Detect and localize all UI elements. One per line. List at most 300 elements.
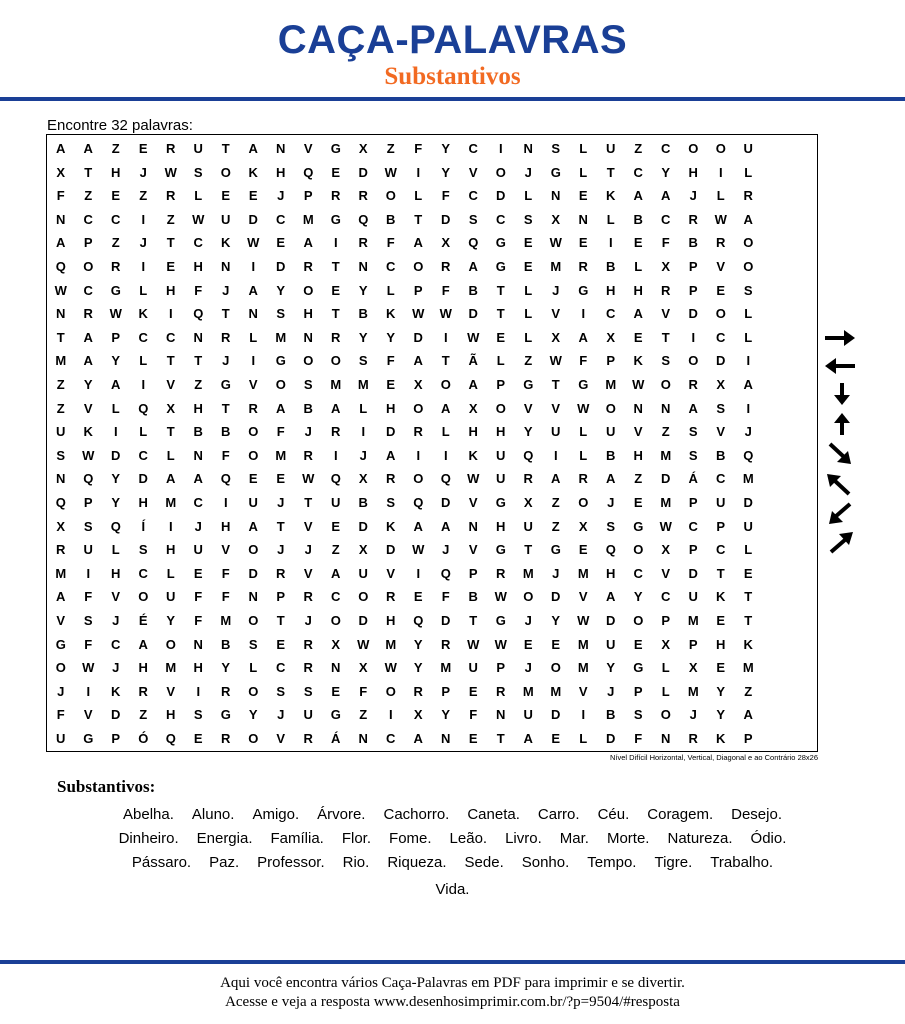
grid-cell: J xyxy=(277,495,285,510)
grid-cell: J xyxy=(607,683,615,699)
grid-cell: A xyxy=(688,400,698,416)
arrow-right-icon xyxy=(822,326,858,350)
grid-cell: F xyxy=(386,353,395,369)
grid-cell: A xyxy=(193,471,203,487)
grid-cell: U xyxy=(56,424,66,440)
grid-cell: S xyxy=(303,683,313,699)
grid-cell: G xyxy=(495,235,506,251)
grid-cell: E xyxy=(633,636,643,652)
grid-cell: O xyxy=(743,259,754,274)
grid-cell: H xyxy=(496,424,506,440)
puzzle-instruction: Encontre 32 palavras: xyxy=(47,117,193,134)
grid-cell: M xyxy=(522,565,534,581)
grid-cell: L xyxy=(524,329,533,345)
word-item: Morte. xyxy=(606,830,650,847)
grid-cell: Y xyxy=(111,353,121,369)
grid-cell: Y xyxy=(83,377,93,392)
grid-cell: A xyxy=(606,589,616,605)
grid-row xyxy=(47,373,817,397)
grid-cell: I xyxy=(443,447,448,463)
grid-cell: R xyxy=(303,589,313,605)
grid-cell: E xyxy=(523,259,533,274)
grid-cell: Y xyxy=(551,613,561,628)
grid-cell: G xyxy=(330,211,341,227)
grid-cell: R xyxy=(441,636,451,652)
grid-cell: R xyxy=(441,259,451,274)
grid-cell: D xyxy=(358,613,368,628)
grid-cell: V xyxy=(661,565,671,581)
grid-cell: A xyxy=(551,471,561,487)
grid-cell: D xyxy=(468,306,478,322)
grid-cell: K xyxy=(468,447,478,463)
grid-cell: G xyxy=(578,282,589,298)
difficulty-note: Nível Difícil Horizontal, Vertical, Diagonal e ao Contrário 28x26 xyxy=(609,753,818,762)
grid-cell: E xyxy=(331,518,341,534)
grid-cell: F xyxy=(221,589,230,605)
page-subtitle: Substantivos xyxy=(384,63,521,90)
grid-cell: U xyxy=(688,589,698,605)
grid-cell: H xyxy=(688,164,698,180)
word-item: Tempo. xyxy=(587,854,637,871)
grid-cell: D xyxy=(496,188,506,204)
grid-cell: B xyxy=(358,306,368,322)
grid-cell: G xyxy=(523,377,534,392)
grid-cell: Z xyxy=(139,188,148,204)
grid-cell: N xyxy=(358,731,368,746)
grid-cell: H xyxy=(633,282,643,298)
grid-cell: U xyxy=(496,447,506,463)
grid-cell: T xyxy=(661,329,670,345)
grid-cell: T xyxy=(304,495,313,510)
word-list-line-4 xyxy=(0,878,905,902)
grid-cell: R xyxy=(138,683,148,699)
grid-cell: A xyxy=(248,518,258,534)
grid-cell: G xyxy=(495,259,506,274)
grid-row xyxy=(47,231,817,255)
grid-cell: X xyxy=(661,636,671,652)
grid-cell: D xyxy=(688,306,698,322)
grid-cell: R xyxy=(523,471,533,487)
grid-cell: D xyxy=(386,542,396,558)
grid-cell: Q xyxy=(413,613,424,628)
grid-cell: D xyxy=(358,518,368,534)
word-item: Dinheiro. xyxy=(118,830,179,847)
grid-cell: I xyxy=(416,565,421,581)
grid-cell: L xyxy=(414,188,423,204)
grid-cell: I xyxy=(251,259,256,274)
word-list xyxy=(0,803,905,902)
arrow-up-left-icon xyxy=(822,472,858,496)
grid-cell: S xyxy=(386,495,396,510)
grid-cell: V xyxy=(661,306,671,322)
grid-cell: V xyxy=(468,542,478,558)
grid-cell: N xyxy=(496,707,506,723)
grid-cell: R xyxy=(688,377,698,392)
grid-cell: G xyxy=(633,660,644,676)
grid-cell: C xyxy=(111,636,121,652)
grid-cell: Y xyxy=(661,164,671,180)
grid-row xyxy=(47,515,817,539)
grid-cell: R xyxy=(496,683,506,699)
grid-cell: T xyxy=(166,235,175,251)
grid-cell: C xyxy=(633,565,643,581)
grid-cell: W xyxy=(577,613,590,628)
grid-cell: A xyxy=(661,188,671,204)
grid-cell: W xyxy=(467,471,480,487)
grid-cell: A xyxy=(413,518,423,534)
grid-cell: L xyxy=(661,683,670,699)
grid-cell: H xyxy=(276,164,286,180)
grid-cell: E xyxy=(496,329,506,345)
grid-cell: G xyxy=(55,636,66,652)
grid-cell: A xyxy=(111,377,121,392)
grid-cell: F xyxy=(661,235,670,251)
grid-cell: K xyxy=(606,188,616,204)
grid-cell: C xyxy=(138,329,148,345)
grid-cell: D xyxy=(551,589,561,605)
direction-legend xyxy=(822,326,862,556)
grid-cell: H xyxy=(193,259,203,274)
grid-cell: C xyxy=(716,471,726,487)
grid-cell: K xyxy=(83,424,93,440)
grid-cell: D xyxy=(606,613,616,628)
grid-cell: R xyxy=(358,188,368,204)
grid-cell: E xyxy=(551,636,561,652)
grid-cell: W xyxy=(109,306,122,322)
grid-cell: L xyxy=(166,565,175,581)
grid-cell: O xyxy=(633,613,644,628)
grid-cell: E xyxy=(331,683,341,699)
word-item: Livro. xyxy=(505,830,542,847)
grid-cell: U xyxy=(193,141,203,156)
grid-cell: D xyxy=(441,211,451,227)
grid-cell: Y xyxy=(441,141,451,156)
arrow-up-right-icon xyxy=(822,530,858,554)
word-list-line-3 xyxy=(0,851,905,875)
grid-cell: Y xyxy=(221,660,231,676)
grid-cell: B xyxy=(468,589,478,605)
grid-cell: N xyxy=(468,518,478,534)
grid-cell: A xyxy=(138,636,148,652)
grid-cell: P xyxy=(468,565,478,581)
grid-cell: B xyxy=(221,636,231,652)
grid-cell: C xyxy=(166,329,176,345)
grid-cell: Q xyxy=(138,400,149,416)
grid-cell: E xyxy=(523,636,533,652)
grid-cell: O xyxy=(385,683,396,699)
grid-cell: M xyxy=(220,613,232,628)
grid-cell: P xyxy=(688,259,698,274)
grid-cell: C xyxy=(138,447,148,463)
grid-cell: R xyxy=(688,211,698,227)
grid-cell: Ã xyxy=(468,353,478,369)
grid-cell: D xyxy=(111,707,121,723)
grid-cell: B xyxy=(193,424,203,440)
grid-cell: T xyxy=(221,306,230,322)
grid-cell: O xyxy=(385,188,396,204)
grid-cell: Q xyxy=(220,471,231,487)
grid-cell: A xyxy=(413,235,423,251)
grid-cell: S xyxy=(193,707,203,723)
grid-cell: I xyxy=(581,306,586,322)
grid-cell: M xyxy=(742,471,754,487)
grid-cell: G xyxy=(495,495,506,510)
grid-cell: V xyxy=(221,542,231,558)
grid-cell: U xyxy=(606,424,616,440)
grid-cell: Y xyxy=(633,589,643,605)
grid-cell: O xyxy=(743,235,754,251)
grid-cell: J xyxy=(304,424,312,440)
grid-cell: T xyxy=(524,542,533,558)
header-divider xyxy=(0,97,905,101)
word-item: Riqueza. xyxy=(387,854,447,871)
grid-cell: A xyxy=(331,400,341,416)
grid-row xyxy=(47,302,817,326)
grid-cell: Z xyxy=(744,683,753,699)
footer-divider xyxy=(0,960,905,964)
grid-cell: M xyxy=(357,377,369,392)
grid-cell: N xyxy=(56,211,66,227)
grid-cell: P xyxy=(688,636,698,652)
grid-cell: R xyxy=(221,731,231,746)
grid-cell: J xyxy=(524,164,532,180)
grid-cell: T xyxy=(331,259,340,274)
grid-cell: W xyxy=(384,164,397,180)
grid-cell: N xyxy=(551,188,561,204)
grid-cell: N xyxy=(193,329,203,345)
grid-cell: V xyxy=(468,164,478,180)
grid-cell: O xyxy=(248,424,259,440)
grid-cell: S xyxy=(606,518,616,534)
grid-cell: X xyxy=(578,518,588,534)
grid-row xyxy=(47,349,817,373)
grid-cell: A xyxy=(248,141,258,156)
grid-cell: U xyxy=(743,141,753,156)
grid-cell: P xyxy=(413,282,423,298)
grid-cell: M xyxy=(275,329,287,345)
grid-cell: I xyxy=(361,424,366,440)
grid-cell: H xyxy=(166,542,176,558)
grid-cell: F xyxy=(579,353,588,369)
grid-cell: J xyxy=(524,660,532,676)
grid-cell: B xyxy=(606,259,616,274)
grid-cell: H xyxy=(138,660,148,676)
grid-row xyxy=(47,326,817,350)
grid-cell: D xyxy=(248,211,258,227)
grid-cell: N xyxy=(661,400,671,416)
grid-cell: P xyxy=(111,329,121,345)
grid-cell: J xyxy=(304,613,312,628)
grid-cell: D xyxy=(688,565,698,581)
grid-cell: V xyxy=(83,400,93,416)
grid-cell: T xyxy=(166,353,175,369)
grid-cell: C xyxy=(633,164,643,180)
grid-cell: T xyxy=(469,613,478,628)
grid-cell: R xyxy=(386,589,396,605)
grid-cell: B xyxy=(358,495,368,510)
grid-cell: G xyxy=(220,377,231,392)
grid-row xyxy=(47,397,817,421)
grid-cell: F xyxy=(414,141,423,156)
grid-cell: N xyxy=(358,259,368,274)
word-item: Abelha. xyxy=(123,806,174,823)
grid-cell: J xyxy=(57,683,65,699)
grid-cell: A xyxy=(166,471,176,487)
grid-cell: P xyxy=(276,589,286,605)
grid-cell: P xyxy=(496,377,506,392)
grid-cell: O xyxy=(578,495,589,510)
footer xyxy=(0,974,905,1012)
grid-cell: S xyxy=(743,282,753,298)
grid-cell: H xyxy=(496,518,506,534)
grid-cell: Y xyxy=(276,282,286,298)
grid-cell: T xyxy=(276,518,285,534)
grid-cell: D xyxy=(138,471,148,487)
word-item: Energia. xyxy=(196,830,253,847)
grid-cell: H xyxy=(166,707,176,723)
grid-cell: X xyxy=(468,400,478,416)
grid-cell: Y xyxy=(413,636,423,652)
grid-cell: I xyxy=(113,424,118,440)
grid-cell: C xyxy=(661,589,671,605)
grid-cell: O xyxy=(303,282,314,298)
grid-cell: I xyxy=(196,683,201,699)
grid-cell: D xyxy=(111,447,121,463)
grid-cell: V xyxy=(111,589,121,605)
grid-cell: D xyxy=(413,329,423,345)
grid-cell: D xyxy=(716,353,726,369)
grid-cell: X xyxy=(413,707,423,723)
word-item: Família. xyxy=(270,830,324,847)
grid-cell: X xyxy=(166,400,176,416)
grid-cell: L xyxy=(744,542,753,558)
grid-cell: R xyxy=(303,447,313,463)
grid-cell: L xyxy=(661,660,670,676)
grid-cell: S xyxy=(661,353,671,369)
grid-cell: D xyxy=(606,731,616,746)
grid-cell: I xyxy=(416,164,421,180)
grid-cell: N xyxy=(221,259,231,274)
grid-cell: R xyxy=(166,141,176,156)
grid-cell: X xyxy=(661,259,671,274)
grid-cell: L xyxy=(166,447,175,463)
word-item: Tigre. xyxy=(654,854,693,871)
grid-cell: P xyxy=(303,188,313,204)
grid-cell: E xyxy=(331,282,341,298)
grid-cell: T xyxy=(551,377,560,392)
grid-cell: M xyxy=(687,613,699,628)
grid-cell: A xyxy=(83,329,93,345)
grid-cell: E xyxy=(578,188,588,204)
grid-cell: F xyxy=(276,424,285,440)
grid-cell: J xyxy=(689,707,697,723)
grid-cell: Q xyxy=(165,731,176,746)
grid-cell: Z xyxy=(56,400,65,416)
grid-cell: S xyxy=(83,518,93,534)
grid-cell: Z xyxy=(661,424,670,440)
word-item: Rio. xyxy=(342,854,370,871)
grid-cell: A xyxy=(413,731,423,746)
grid-cell: E xyxy=(551,731,561,746)
grid-cell: N xyxy=(248,589,258,605)
grid-cell: O xyxy=(330,353,341,369)
grid-cell: F xyxy=(221,565,230,581)
grid-cell: X xyxy=(331,636,341,652)
grid-cell: Y xyxy=(358,329,368,345)
grid-cell: O xyxy=(633,542,644,558)
grid-cell: J xyxy=(552,282,560,298)
grid-cell: J xyxy=(277,188,285,204)
grid-cell: V xyxy=(303,141,313,156)
grid-cell: A xyxy=(56,589,66,605)
grid-cell: M xyxy=(605,377,617,392)
grid-cell: H xyxy=(193,660,203,676)
grid-cell: P xyxy=(441,683,451,699)
grid-row xyxy=(47,656,817,680)
grid-cell: J xyxy=(112,660,120,676)
grid-cell: V xyxy=(578,589,588,605)
word-item: Sede. xyxy=(464,854,504,871)
grid-cell: D xyxy=(248,565,258,581)
grid-cell: I xyxy=(388,707,393,723)
grid-cell: R xyxy=(578,259,588,274)
grid-cell: V xyxy=(551,400,561,416)
grid-cell: L xyxy=(716,188,725,204)
grid-cell: S xyxy=(551,141,561,156)
grid-cell: O xyxy=(248,542,259,558)
arrow-down-right-icon xyxy=(822,442,858,466)
grid-row xyxy=(47,538,817,562)
grid-cell: A xyxy=(56,141,66,156)
grid-cell: Q xyxy=(413,495,424,510)
grid-cell: O xyxy=(660,707,671,723)
grid-cell: F xyxy=(441,589,450,605)
grid-cell: E xyxy=(221,188,231,204)
grid-cell: R xyxy=(578,471,588,487)
grid-cell: Y xyxy=(606,660,616,676)
grid-cell: B xyxy=(468,282,478,298)
grid-cell: U xyxy=(221,211,231,227)
grid-cell: B xyxy=(688,235,698,251)
grid-cell: M xyxy=(275,447,287,463)
grid-cell: P xyxy=(606,353,616,369)
word-item: Coragem. xyxy=(647,806,714,823)
grid-row xyxy=(47,161,817,185)
word-item: Flor. xyxy=(341,830,372,847)
grid-cell: O xyxy=(248,447,259,463)
grid-cell: I xyxy=(718,164,723,180)
grid-cell: V xyxy=(303,565,313,581)
grid-cell: V xyxy=(83,707,93,723)
grid-cell: R xyxy=(221,683,231,699)
grid-cell: S xyxy=(83,613,93,628)
grid-cell: Z xyxy=(111,235,120,251)
grid-cell: W xyxy=(192,211,205,227)
grid-cell: O xyxy=(303,353,314,369)
grid-cell: L xyxy=(139,282,148,298)
grid-cell: R xyxy=(688,731,698,746)
grid-cell: M xyxy=(55,353,67,369)
grid-cell: C xyxy=(606,306,616,322)
grid-cell: L xyxy=(359,400,368,416)
grid-row xyxy=(47,467,817,491)
grid-cell: Y xyxy=(716,683,726,699)
grid-cell: C xyxy=(386,259,396,274)
grid-cell: A xyxy=(523,731,533,746)
grid-cell: A xyxy=(633,188,643,204)
grid-cell: F xyxy=(469,707,478,723)
grid-cell: U xyxy=(743,518,753,534)
